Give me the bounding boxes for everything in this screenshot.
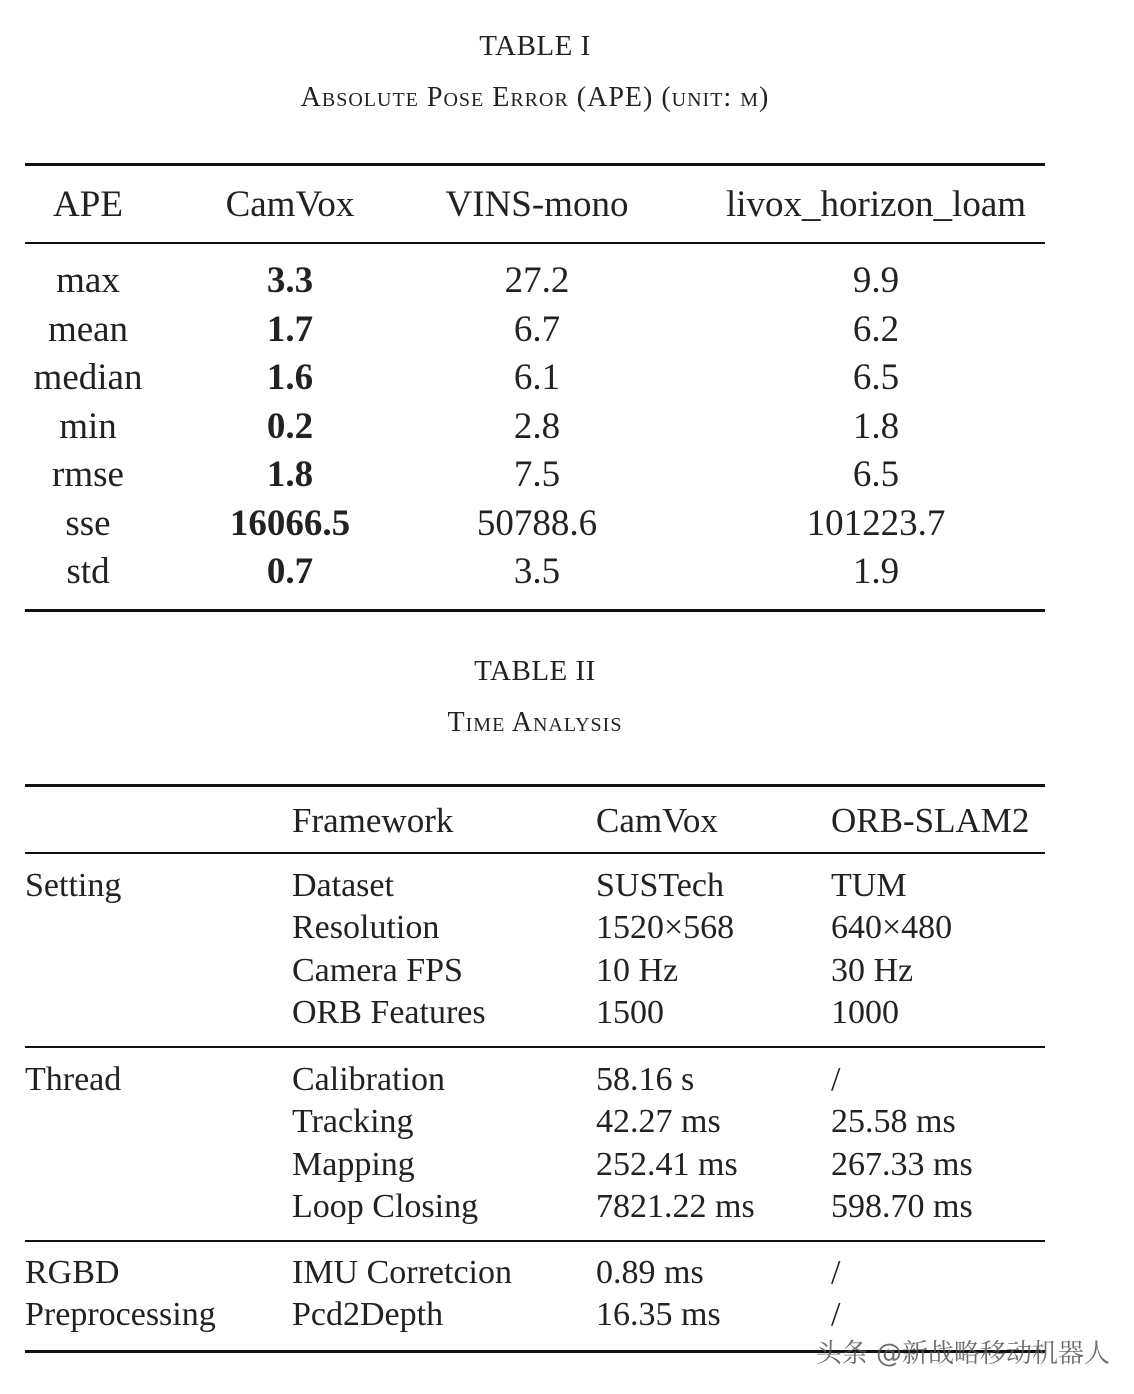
table2-row-label: Calibration xyxy=(292,1061,445,1098)
table1-cell: 0.2 xyxy=(266,405,314,447)
table2-row-label: IMU Corretcion xyxy=(292,1254,513,1291)
table2-row-label: ORB Features xyxy=(292,993,486,1031)
table2-cell: / xyxy=(831,1061,841,1098)
table1-header-livox: livox_horizon_loam xyxy=(725,184,1027,225)
table1-row-label: std xyxy=(66,551,110,592)
table1-header-camvox: CamVox xyxy=(225,184,355,225)
table1-row-label: mean xyxy=(47,308,129,350)
table2-cell: 598.70 ms xyxy=(831,1187,973,1225)
table1-row-label: max xyxy=(56,260,120,301)
table1-cell: 6.5 xyxy=(852,357,900,398)
table1-cell: 6.1 xyxy=(513,357,561,398)
table2-header-rule xyxy=(25,852,1045,854)
table1-cell: 1.8 xyxy=(852,405,900,447)
table2-cell: 1500 xyxy=(596,993,664,1031)
table2-cell: 30 Hz xyxy=(831,951,914,989)
table1-header-vins: VINS-mono xyxy=(445,184,629,225)
table2-header-camvox: CamVox xyxy=(596,801,718,840)
table1-cell: 0.7 xyxy=(266,551,314,592)
table1-cell: 7.5 xyxy=(513,454,561,495)
table1-cell: 6.2 xyxy=(852,308,900,350)
table1-header-rule xyxy=(25,242,1045,244)
table2-group-label: RGBD xyxy=(25,1254,120,1291)
table1-row-label: min xyxy=(59,405,117,447)
table1-cell: 6.5 xyxy=(852,454,900,495)
table1-cell: 1.8 xyxy=(266,454,314,495)
watermark: 头条 @新战略移动机器人 xyxy=(815,1339,1110,1369)
table2-group-label: Preprocessing xyxy=(25,1296,216,1334)
table2-title: Time Analysis xyxy=(447,707,623,738)
table1-cell: 2.8 xyxy=(513,405,561,447)
table2-cell: SUSTech xyxy=(596,867,724,904)
table1-cell: 1.7 xyxy=(266,308,314,350)
table2-cell: 25.58 ms xyxy=(831,1103,956,1141)
table2-cell: 42.27 ms xyxy=(596,1103,721,1141)
table2-number: TABLE II xyxy=(474,655,596,687)
table2-group-label: Setting xyxy=(25,867,122,904)
table2-cell: 10 Hz xyxy=(596,951,679,989)
table2-cell: 1520×568 xyxy=(596,909,735,947)
table2-group-label: Thread xyxy=(25,1061,122,1098)
table2-cell: 58.16 s xyxy=(596,1061,695,1098)
table1-top-rule xyxy=(25,163,1045,166)
table2-row-label: Loop Closing xyxy=(292,1187,479,1225)
table2-group-rule xyxy=(25,1240,1045,1242)
table1-bottom-rule xyxy=(25,609,1045,612)
table2-header-orbslam: ORB-SLAM2 xyxy=(831,801,1030,840)
table2-top-rule xyxy=(25,784,1045,787)
table1-row-label: median xyxy=(33,357,143,398)
table1-cell: 9.9 xyxy=(852,260,900,301)
table1-cell: 3.3 xyxy=(266,260,314,301)
table2-cell: / xyxy=(831,1296,841,1334)
table2-row-label: Resolution xyxy=(292,909,440,947)
table1-cell: 1.6 xyxy=(266,357,314,398)
table1-row-label: rmse xyxy=(52,454,124,495)
table2-cell: 0.89 ms xyxy=(596,1254,704,1291)
table1-row-label: sse xyxy=(65,502,111,544)
table1-header-ape: APE xyxy=(53,184,123,225)
table2-row-label: Camera FPS xyxy=(292,951,463,989)
table1-title: Absolute Pose Error (APE) (unit: m) xyxy=(300,82,770,113)
table2-row-label: Mapping xyxy=(292,1145,415,1183)
table2-cell: / xyxy=(831,1254,841,1291)
table1-number: TABLE I xyxy=(479,30,591,62)
table1-cell: 50788.6 xyxy=(476,502,598,544)
table2-row-label: Pcd2Depth xyxy=(292,1296,444,1334)
table1-cell: 16066.5 xyxy=(229,502,351,544)
table2-cell: 16.35 ms xyxy=(596,1296,721,1334)
table1-cell: 3.5 xyxy=(513,551,561,592)
table2-cell: 267.33 ms xyxy=(831,1145,973,1183)
table2-group-rule xyxy=(25,1046,1045,1048)
table1-cell: 1.9 xyxy=(852,551,900,592)
table1-cell: 27.2 xyxy=(504,260,570,301)
table2-cell: 640×480 xyxy=(831,909,953,947)
table2-header-framework: Framework xyxy=(292,801,454,840)
table2-cell: 7821.22 ms xyxy=(596,1187,755,1225)
table2-cell: 1000 xyxy=(831,993,899,1031)
table2-cell: TUM xyxy=(831,867,907,904)
table1-cell: 6.7 xyxy=(513,308,561,350)
table1-cell: 101223.7 xyxy=(806,502,946,544)
table2-cell: 252.41 ms xyxy=(596,1145,738,1183)
table2-row-label: Tracking xyxy=(292,1103,414,1141)
table2-row-label: Dataset xyxy=(292,867,394,904)
